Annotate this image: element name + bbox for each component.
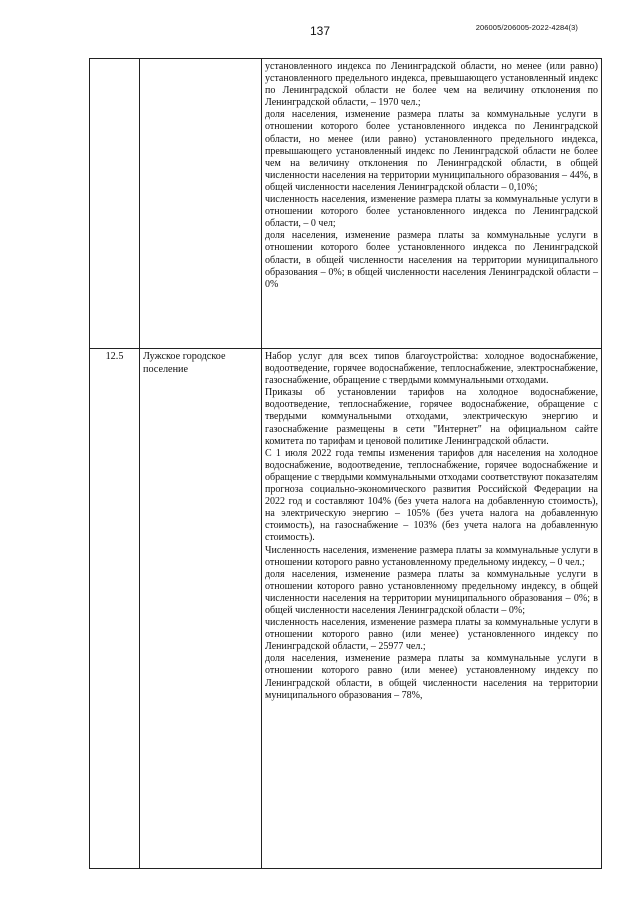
paragraph: численность населения, изменение размера платы за коммунальные услуги в отношении которого более установленного индекса по Ленинградской области, – 0 чел; xyxy=(265,194,598,230)
paragraph: Приказы об установлении тарифов на холодное водоснабжение, водоотведение, теплоснабжение, горячее водоснабжение, обращение с твердыми коммунальными отходами, электрическую энергию и газоснабжение размещены в сети "Интернет" на официальном сайте комитета по тарифам и ценовой политике Ленинградской области. xyxy=(265,387,598,447)
paragraph: численность населения, изменение размера платы за коммунальные услуги в отношении которого равно (или менее) установленного индексу по Ленинградской области, – 25977 чел.; xyxy=(265,617,598,653)
paragraph: доля населения, изменение размера платы за коммунальные услуги в отношении которого равно (или менее) установленному индексу по Ленинградской области, в общей численности населения на территории муниципального образования – 78%, xyxy=(265,653,598,701)
paragraph: доля населения, изменение размера платы за коммунальные услуги в отношении которого более установленного индекса по Ленинградской области, но менее (или равно) установленного предельного индекса, превышающего установленный индекс по Ленинградской области не более чем на величину отклонения по Ленинградской области, в общей численности населения на территории муниципального образования – 44%, в общей численности населения Ленинградской области – 0,10%; xyxy=(265,109,598,193)
tariff-table xyxy=(89,58,602,869)
paragraph: доля населения, изменение размера платы за коммунальные услуги в отношении которого более установленного индекса по Ленинградской области, в общей численности населения на территории муниципального образования – 0%; в общей численности населения Ленинградской области – 0% xyxy=(265,230,598,290)
paragraph: доля населения, изменение размера платы за коммунальные услуги в отношении которого равно установленному предельному индексу, в общей численности населения на территории муниципального образования – 0%; в общей численности населения Ленинградской области – 0%; xyxy=(265,568,598,616)
row-description xyxy=(262,349,602,869)
document-code: 206005/206005-2022-4284(3) xyxy=(475,23,578,32)
paragraph: установленного индекса по Ленинградской области, но менее (или равно) установленного предельного индекса, превышающего установленный индекс по Ленинградской области не более чем на величину отклонения по Ленинградской области, – 1970 чел.; xyxy=(265,61,598,109)
table-row xyxy=(90,349,602,869)
paragraph: С 1 июля 2022 года темпы изменения тарифов для населения на холодное водоснабжение, водоотведение, теплоснабжение, горячее водоснабжение и обращение с твердыми коммунальными отходами соответствуют показателям прогноза социально-экономического развития Российской Федерации на 2022 год и составляют 104% (без учета налога на добавленную стоимость), на электрическую энергию – 105% (без учета налога на добавленную стоимость), на газоснабжение – 103% (без учета налога на добавленную стоимость). xyxy=(265,447,598,544)
paragraph: Набор услуг для всех типов благоустройства: холодное водоснабжение, водоотведение, горячее водоснабжение, теплоснабжение, электроснабжение, газоснабжение, обращение с твердыми коммунальными отходами. xyxy=(265,351,598,387)
row-number: 12.5 xyxy=(90,349,140,869)
paragraph: Численность населения, изменение размера платы за коммунальные услуги в отношении которого равно установленному предельному индексу, – 0 чел.; xyxy=(265,544,598,568)
page-number: 137 xyxy=(309,24,331,38)
row-number xyxy=(90,59,140,349)
settlement-name xyxy=(140,59,262,349)
row-description xyxy=(262,59,602,349)
settlement-name: Лужское городское поселение xyxy=(140,349,262,869)
table-row xyxy=(90,59,602,349)
